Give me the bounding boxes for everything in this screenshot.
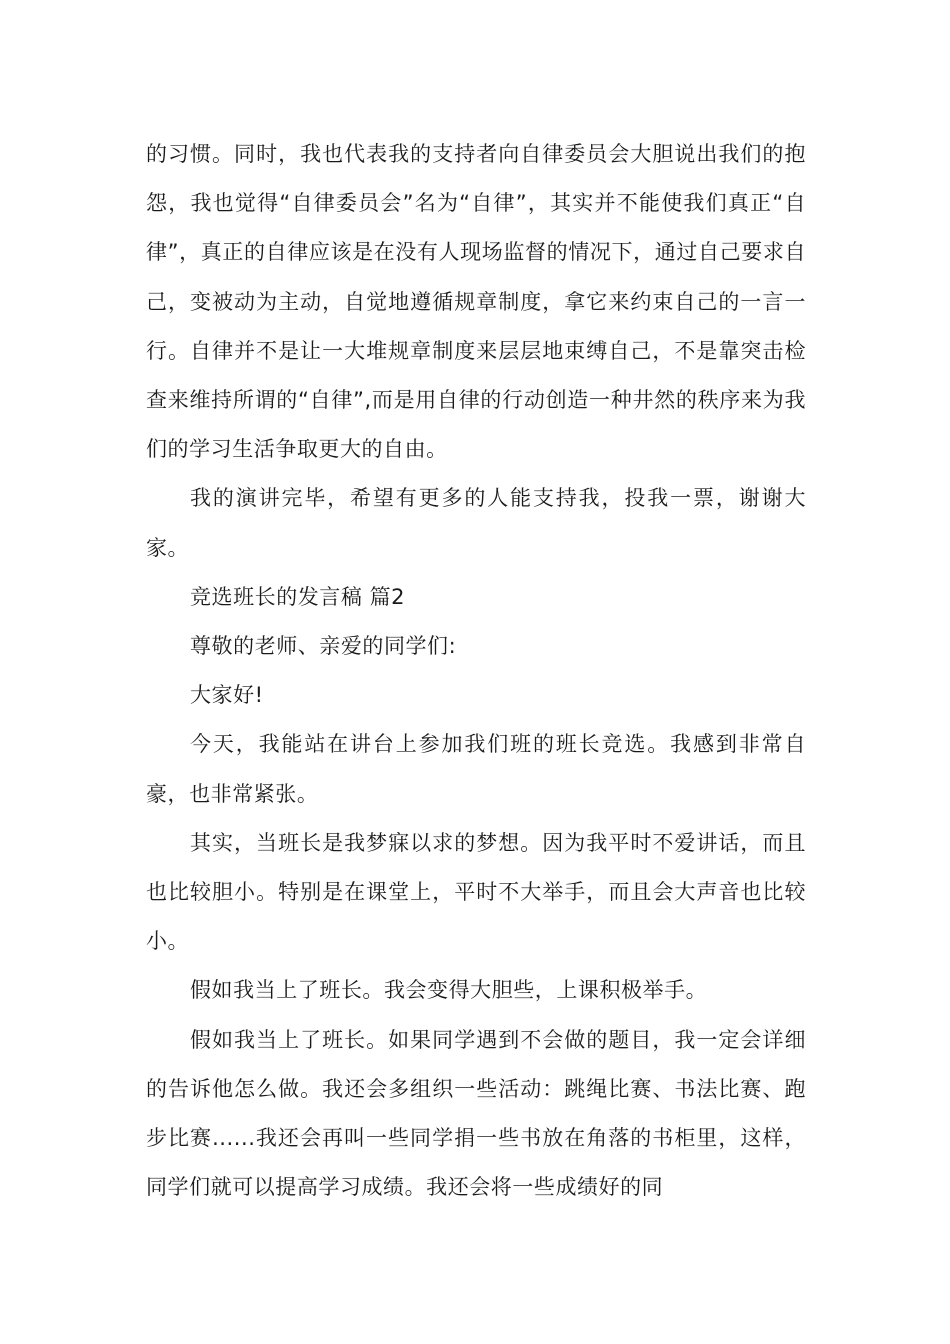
paragraph-1: 的习惯。同时，我也代表我的支持者向自律委员会大胆说出我们的抱怨，我也觉得“自律委员会”名为“自律”，其实并不能使我们真正“自律”，真正的自律应该是在没有人现场监督的情况下，通过自己要求自己，变被动为主动，自觉地遵循规章制度，拿它来约束自己的一言一行。自律并不是让一大堆规章制度来层层地束缚自己，不是靠突击检查来维持所谓的“自律”,而是用自律的行动创造一种井然的秩序来为我们的学习生活争取更大的自由。 bbox=[146, 142, 806, 462]
paragraph-7: 其实，当班长是我梦寐以求的梦想。因为我平时不爱讲话，而且也比较胆小。特别是在课堂上，平时不大举手，而且会大声音也比较小。 bbox=[146, 830, 806, 954]
greeting: 大家好! bbox=[190, 683, 264, 708]
salutation: 尊敬的老师、亲爱的同学们: bbox=[190, 634, 457, 659]
paragraph-6: 今天，我能站在讲台上参加我们班的班长竞选。我感到非常自豪，也非常紧张。 bbox=[146, 732, 806, 806]
section-heading: 竞选班长的发言稿 篇2 bbox=[190, 584, 406, 609]
paragraph-9: 假如我当上了班长。如果同学遇到不会做的题目，我一定会详细的告诉他怎么做。我还会多组织一些活动：跳绳比赛、书法比赛、跑步比赛......我还会再叫一些同学捐一些书放在角落的书柜里，这样，同学们就可以提高学习成绩。我还会将一些成绩好的同 bbox=[146, 1027, 806, 1200]
document-body bbox=[146, 130, 806, 1212]
paragraph-8: 假如我当上了班长。我会变得大胆些，上课积极举手。 bbox=[190, 978, 708, 1003]
paragraph-2: 我的演讲完毕，希望有更多的人能支持我，投我一票，谢谢大家。 bbox=[146, 486, 806, 560]
